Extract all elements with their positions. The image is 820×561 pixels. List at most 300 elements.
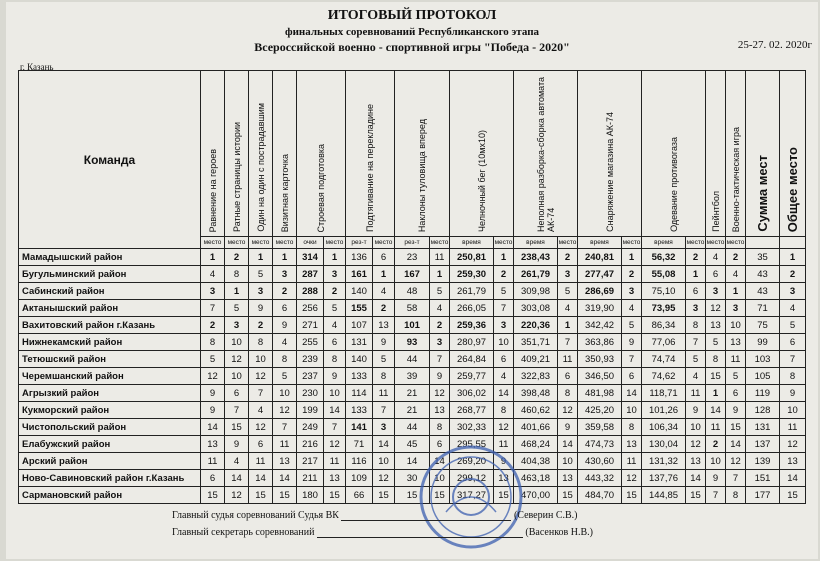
table-cell: 14 [494, 385, 514, 402]
table-cell: 12 [706, 300, 726, 317]
secretary-name: (Васенков Н.В.) [525, 527, 594, 538]
table-cell: 14 [558, 436, 578, 453]
table-cell: 8 [273, 351, 297, 368]
col-history: Ратные страницы истории [231, 122, 242, 232]
table-cell: 9 [780, 385, 806, 402]
table-cell: 481,98 [578, 385, 622, 402]
sub-place: место [225, 237, 249, 249]
judge-name: (Северин С.В.) [513, 510, 578, 521]
table-cell: 105 [746, 368, 780, 385]
table-cell: 44 [395, 419, 430, 436]
table-row [19, 283, 806, 300]
table-cell: 8 [494, 402, 514, 419]
table-cell: 118,71 [642, 385, 686, 402]
table-cell: 9 [686, 402, 706, 419]
table-cell: 238,43 [514, 249, 558, 266]
table-cell: 6 [558, 368, 578, 385]
table-cell: 259,36 [450, 317, 494, 334]
table-cell: 2 [249, 317, 273, 334]
table-cell: 14 [395, 453, 430, 470]
table-cell: 7 [726, 470, 746, 487]
table-cell: 14 [225, 470, 249, 487]
table-cell: 216 [297, 436, 324, 453]
table-cell: 13 [273, 453, 297, 470]
table-cell: 14 [373, 436, 395, 453]
table-cell: 114 [346, 385, 373, 402]
sub-result: рез-т [395, 237, 430, 249]
sub-time: время [642, 237, 686, 249]
table-cell: 2 [494, 266, 514, 283]
team-name-cell: Сабинский район [19, 283, 201, 300]
table-cell: 5 [373, 351, 395, 368]
table-cell: 1 [373, 266, 395, 283]
table-cell: 269,20 [450, 453, 494, 470]
table-cell: 15 [622, 487, 642, 504]
table-cell: 136 [346, 249, 373, 266]
table-cell: 8 [726, 487, 746, 504]
table-cell: 10 [373, 453, 395, 470]
table-cell: 12 [249, 368, 273, 385]
table-cell: 484,70 [578, 487, 622, 504]
table-cell: 73,95 [642, 300, 686, 317]
table-cell: 10 [686, 419, 706, 436]
table-cell: 75 [746, 317, 780, 334]
col-gas-mask: Одевание противогаза [668, 137, 679, 232]
table-cell: 7 [225, 402, 249, 419]
sub-time: время [450, 237, 494, 249]
table-cell: 6 [686, 283, 706, 300]
table-cell: 8 [430, 419, 450, 436]
table-cell: 15 [273, 487, 297, 504]
table-cell: 14 [201, 419, 225, 436]
table-cell: 8 [780, 368, 806, 385]
table-cell: 4 [273, 334, 297, 351]
table-cell: 3 [225, 317, 249, 334]
table-cell: 86,34 [642, 317, 686, 334]
table-cell: 13 [373, 317, 395, 334]
team-name-cell: Черемшанский район [19, 368, 201, 385]
table-cell: 10 [225, 334, 249, 351]
table-cell: 93 [395, 334, 430, 351]
table-cell: 2 [373, 300, 395, 317]
table-cell: 116 [346, 453, 373, 470]
table-cell: 12 [686, 436, 706, 453]
col-tactical-game: Военно-тактическая игра [730, 126, 741, 232]
sub-place: место [622, 237, 642, 249]
table-cell: 151 [746, 470, 780, 487]
table-cell: 35 [746, 249, 780, 266]
event-date: 25-27. 02. 2020г [737, 39, 812, 51]
table-row [19, 368, 806, 385]
table-cell: 13 [686, 453, 706, 470]
sub-place: место [706, 237, 726, 249]
table-cell: 9 [373, 334, 395, 351]
table-cell: 217 [297, 453, 324, 470]
table-cell: 119 [746, 385, 780, 402]
table-cell: 3 [373, 419, 395, 436]
table-cell: 1 [201, 249, 225, 266]
table-cell: 15 [558, 487, 578, 504]
table-cell: 12 [201, 368, 225, 385]
table-row [19, 487, 806, 504]
table-cell: 30 [395, 470, 430, 487]
table-cell: 21 [395, 385, 430, 402]
table-cell: 2 [780, 266, 806, 283]
sub-place: место [273, 237, 297, 249]
team-name-cell: Чистопольский район [19, 419, 201, 436]
table-cell: 3 [273, 266, 297, 283]
signature-underline [341, 520, 511, 521]
table-cell: 239 [297, 351, 324, 368]
table-cell: 211 [297, 470, 324, 487]
table-cell: 350,93 [578, 351, 622, 368]
table-cell: 13 [494, 470, 514, 487]
team-name-cell: Нижнекамский район [19, 334, 201, 351]
signature-underline [317, 537, 523, 538]
table-cell: 14 [430, 453, 450, 470]
table-cell: 10 [706, 453, 726, 470]
table-cell: 11 [706, 419, 726, 436]
table-cell: 5 [622, 317, 642, 334]
table-cell: 155 [346, 300, 373, 317]
table-cell: 137,76 [642, 470, 686, 487]
table-cell: 1 [430, 266, 450, 283]
table-cell: 56,32 [642, 249, 686, 266]
table-cell: 8 [706, 351, 726, 368]
col-bends: Наклоны туловища вперед [417, 118, 427, 232]
table-cell: 7 [494, 300, 514, 317]
judge-label: Главный судья соревнований Судья ВК [172, 510, 339, 521]
table-cell: 2 [225, 249, 249, 266]
table-cell: 346,50 [578, 368, 622, 385]
table-cell: 9 [324, 368, 346, 385]
table-cell: 2 [686, 249, 706, 266]
table-cell: 14 [686, 470, 706, 487]
table-cell: 141 [346, 419, 373, 436]
table-cell: 12 [225, 351, 249, 368]
table-cell: 13 [622, 436, 642, 453]
table-cell: 11 [558, 351, 578, 368]
table-cell: 3 [558, 266, 578, 283]
sub-empty [746, 237, 780, 249]
table-cell: 1 [780, 249, 806, 266]
table-cell: 4 [249, 402, 273, 419]
table-cell: 5 [324, 300, 346, 317]
table-cell: 6 [225, 385, 249, 402]
table-row [19, 470, 806, 487]
table-cell: 256 [297, 300, 324, 317]
table-cell: 48 [395, 283, 430, 300]
table-cell: 1 [726, 283, 746, 300]
protocol-sheet [6, 2, 818, 559]
table-cell: 15 [201, 487, 225, 504]
table-cell: 15 [726, 419, 746, 436]
col-sum-places: Сумма мест [754, 155, 770, 232]
table-cell: 303,08 [514, 300, 558, 317]
table-cell: 9 [225, 436, 249, 453]
table-cell: 12 [494, 419, 514, 436]
table-cell: 167 [395, 266, 430, 283]
table-cell: 3 [494, 317, 514, 334]
table-cell: 468,24 [514, 436, 558, 453]
table-cell: 6 [201, 470, 225, 487]
table-cell: 261,79 [450, 283, 494, 300]
table-cell: 131,32 [642, 453, 686, 470]
table-cell: 5 [706, 334, 726, 351]
team-name-cell: Арский район [19, 453, 201, 470]
table-cell: 13 [430, 402, 450, 419]
table-cell: 58 [395, 300, 430, 317]
table-cell: 271 [297, 317, 324, 334]
table-cell: 77,06 [642, 334, 686, 351]
table-cell: 5 [780, 317, 806, 334]
col-drill: Строевая подготовка [316, 143, 326, 232]
col-heroes: Равнение на героев [207, 148, 218, 232]
table-cell: 13 [558, 470, 578, 487]
table-cell: 10 [622, 402, 642, 419]
table-cell: 3 [686, 300, 706, 317]
table-cell: 342,42 [578, 317, 622, 334]
table-cell: 15 [249, 487, 273, 504]
table-cell: 255 [297, 334, 324, 351]
table-cell: 13 [201, 436, 225, 453]
table-cell: 10 [273, 385, 297, 402]
table-cell: 474,73 [578, 436, 622, 453]
table-cell: 8 [225, 266, 249, 283]
table-cell: 11 [430, 249, 450, 266]
table-row [19, 300, 806, 317]
table-cell: 9 [726, 402, 746, 419]
table-cell: 237 [297, 368, 324, 385]
sub-points: очки [297, 237, 324, 249]
table-cell: 259,30 [450, 266, 494, 283]
table-cell: 8 [373, 368, 395, 385]
table-cell: 13 [324, 470, 346, 487]
table-cell: 443,32 [578, 470, 622, 487]
table-row [19, 317, 806, 334]
table-cell: 12 [273, 402, 297, 419]
table-cell: 314 [297, 249, 324, 266]
table-cell: 351,71 [514, 334, 558, 351]
table-cell: 287 [297, 266, 324, 283]
team-column-header: Команда [19, 71, 201, 249]
table-cell: 8 [622, 419, 642, 436]
table-cell: 13 [726, 334, 746, 351]
table-row [19, 266, 806, 283]
table-cell: 137 [746, 436, 780, 453]
table-cell: 1 [249, 249, 273, 266]
table-cell: 280,97 [450, 334, 494, 351]
table-cell: 4 [622, 300, 642, 317]
table-cell: 45 [395, 436, 430, 453]
table-row [19, 385, 806, 402]
table-cell: 2 [622, 266, 642, 283]
table-cell: 302,33 [450, 419, 494, 436]
table-cell: 44 [395, 351, 430, 368]
table-cell: 9 [622, 334, 642, 351]
table-cell: 1 [225, 283, 249, 300]
table-cell: 71 [746, 300, 780, 317]
team-name-cell: Агрызкий район [19, 385, 201, 402]
table-cell: 75,10 [642, 283, 686, 300]
table-cell: 3 [324, 266, 346, 283]
table-cell: 5 [686, 351, 706, 368]
table-cell: 12 [726, 453, 746, 470]
table-cell: 12 [430, 385, 450, 402]
table-cell: 5 [249, 266, 273, 283]
table-cell: 15 [706, 368, 726, 385]
table-cell: 55,08 [642, 266, 686, 283]
table-cell: 6 [249, 436, 273, 453]
table-cell: 261,79 [514, 266, 558, 283]
table-cell: 7 [324, 419, 346, 436]
col-ak74-magazine: Снаряжение магазина АК-74 [604, 112, 615, 232]
judge-signature-line [172, 510, 578, 521]
table-cell: 9 [706, 470, 726, 487]
table-cell: 249 [297, 419, 324, 436]
table-cell: 3 [249, 283, 273, 300]
sub-place: место [324, 237, 346, 249]
table-cell: 4 [494, 368, 514, 385]
sub-place: место [201, 237, 225, 249]
table-cell: 409,21 [514, 351, 558, 368]
table-cell: 306,02 [450, 385, 494, 402]
table-cell: 4 [430, 300, 450, 317]
table-cell: 15 [686, 487, 706, 504]
table-cell: 101 [395, 317, 430, 334]
table-cell: 7 [430, 351, 450, 368]
table-cell: 404,38 [514, 453, 558, 470]
col-shuttle-run: Челночный бег (10мх10) [476, 130, 487, 232]
table-cell: 4 [706, 249, 726, 266]
table-cell: 4 [201, 266, 225, 283]
table-cell: 1 [494, 249, 514, 266]
table-cell: 139 [746, 453, 780, 470]
sub-time: время [514, 237, 558, 249]
sub-place: место [373, 237, 395, 249]
table-cell: 15 [225, 419, 249, 436]
table-row [19, 419, 806, 436]
table-cell: 11 [373, 385, 395, 402]
table-cell: 317,27 [450, 487, 494, 504]
document-subtitle-1: финальных соревнований Республиканского этапа [284, 26, 540, 38]
table-cell: 74,74 [642, 351, 686, 368]
table-cell: 10 [494, 334, 514, 351]
table-row [19, 334, 806, 351]
table-row [19, 351, 806, 368]
table-cell: 10 [726, 317, 746, 334]
table-row [19, 402, 806, 419]
table-cell: 14 [622, 385, 642, 402]
table-cell: 177 [746, 487, 780, 504]
table-cell: 401,66 [514, 419, 558, 436]
table-cell: 5 [726, 368, 746, 385]
table-cell: 7 [622, 351, 642, 368]
table-cell: 131 [746, 419, 780, 436]
table-cell: 9 [201, 402, 225, 419]
table-cell: 1 [324, 249, 346, 266]
table-cell: 8 [558, 385, 578, 402]
table-cell: 7 [558, 334, 578, 351]
table-cell: 13 [780, 453, 806, 470]
table-cell: 101,26 [642, 402, 686, 419]
team-name-cell: Ново-Савиновский район г.Казань [19, 470, 201, 487]
table-cell: 250,81 [450, 249, 494, 266]
table-cell: 10 [225, 368, 249, 385]
city-label: г. Казань [20, 62, 54, 72]
table-cell: 286,69 [578, 283, 622, 300]
table-cell: 14 [706, 402, 726, 419]
column-header-row [19, 71, 806, 237]
table-cell: 4 [558, 300, 578, 317]
table-cell: 1 [706, 385, 726, 402]
table-cell: 14 [780, 470, 806, 487]
table-cell: 4 [324, 317, 346, 334]
table-cell: 230 [297, 385, 324, 402]
col-pullups: Подтягивание на перекладине [365, 104, 375, 232]
table-cell: 3 [201, 283, 225, 300]
table-cell: 2 [201, 317, 225, 334]
table-cell: 12 [558, 402, 578, 419]
table-cell: 21 [395, 402, 430, 419]
table-cell: 23 [395, 249, 430, 266]
sub-place: место [430, 237, 450, 249]
table-row [19, 453, 806, 470]
table-cell: 277,47 [578, 266, 622, 283]
table-cell: 15 [395, 487, 430, 504]
table-cell: 106,34 [642, 419, 686, 436]
table-cell: 5 [430, 283, 450, 300]
table-cell: 430,60 [578, 453, 622, 470]
table-cell: 103 [746, 351, 780, 368]
table-cell: 6 [273, 300, 297, 317]
sub-place: место [494, 237, 514, 249]
team-name-cell: Бугульминский район [19, 266, 201, 283]
table-cell: 11 [726, 351, 746, 368]
table-cell: 9 [558, 419, 578, 436]
table-cell: 7 [201, 300, 225, 317]
sub-result: рез-т [346, 237, 373, 249]
table-cell: 131 [346, 334, 373, 351]
table-cell: 12 [622, 470, 642, 487]
results-body [19, 249, 806, 504]
table-cell: 6 [373, 249, 395, 266]
sub-place: место [726, 237, 746, 249]
table-cell: 9 [494, 453, 514, 470]
table-cell: 3 [430, 334, 450, 351]
table-cell: 133 [346, 368, 373, 385]
table-cell: 15 [430, 487, 450, 504]
table-cell: 463,18 [514, 470, 558, 487]
table-cell: 71 [346, 436, 373, 453]
sub-time: время [578, 237, 622, 249]
table-cell: 5 [494, 283, 514, 300]
table-cell: 43 [746, 266, 780, 283]
table-cell: 10 [249, 351, 273, 368]
document-subtitle-2: Всероссийской военно - спортивной игры "Победа - 2020" [254, 40, 570, 54]
table-cell: 398,48 [514, 385, 558, 402]
table-cell: 11 [494, 436, 514, 453]
table-cell: 4 [686, 368, 706, 385]
table-cell: 74,62 [642, 368, 686, 385]
table-cell: 14 [324, 402, 346, 419]
table-cell: 425,20 [578, 402, 622, 419]
table-cell: 3 [726, 300, 746, 317]
table-cell: 220,36 [514, 317, 558, 334]
table-cell: 7 [373, 402, 395, 419]
table-cell: 319,90 [578, 300, 622, 317]
table-cell: 8 [324, 351, 346, 368]
